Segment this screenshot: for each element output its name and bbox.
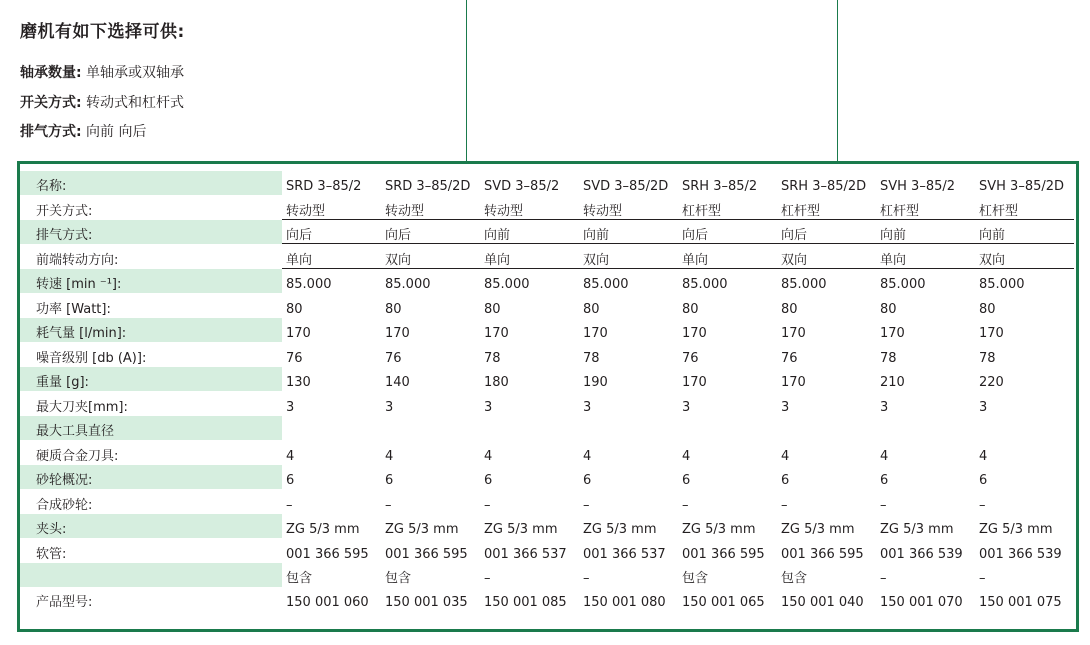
table-cell: 包含 [682, 570, 709, 586]
row-padding [1074, 269, 1079, 293]
table-cell: 杠杆型 [678, 195, 777, 219]
table-cell: 6 [880, 473, 889, 489]
table-cell: 6 [484, 473, 493, 489]
table-cell: 向后 [381, 220, 480, 244]
row-padding [1074, 587, 1079, 611]
table-cell: 向前 [876, 220, 975, 244]
table-cell: 3 [583, 399, 592, 415]
table-cell: 3 [385, 399, 394, 415]
table-row-rotation [20, 244, 1079, 268]
table-cell: 4 [682, 448, 691, 464]
table-row-weight [20, 367, 1079, 391]
table-cell: 转动型 [579, 195, 678, 219]
table-cell: 170 [682, 326, 707, 342]
table-cell [579, 416, 678, 440]
table-cell: 180 [484, 375, 509, 391]
option-label: 开关方式: [20, 95, 82, 111]
divider-line [837, 0, 838, 161]
table-cell: 001 366 537 [583, 546, 666, 562]
table-cell: 单向 [282, 244, 381, 268]
table-cell: 76 [286, 350, 303, 366]
table-cell: 001 366 595 [781, 546, 864, 562]
table-cell: 001 366 595 [385, 546, 468, 562]
table-cell [381, 416, 480, 440]
table-cell [678, 416, 777, 440]
row-label: 砂轮概况: [20, 465, 282, 489]
table-cell: 76 [385, 350, 402, 366]
table-cell: – [583, 497, 590, 513]
table-row-max-tool-diameter [20, 416, 1079, 440]
table-cell: 85.000 [385, 277, 431, 293]
table-cell: 6 [286, 473, 295, 489]
row-padding [1074, 171, 1079, 195]
table-cell: 150 001 040 [781, 595, 864, 611]
row-label: 最大工具直径 [20, 416, 282, 440]
table-cell: 80 [880, 301, 897, 317]
table-cell: ZG 5/3 mm [583, 522, 657, 538]
table-cell: SRH 3–85/2 [682, 179, 758, 195]
table-row-hose [20, 538, 1079, 562]
row-padding [1074, 489, 1079, 513]
table-cell: 001 366 539 [979, 546, 1062, 562]
table-cell: 80 [583, 301, 600, 317]
table-cell: 150 001 060 [286, 595, 369, 611]
row-padding [1074, 367, 1079, 391]
table-cell: 220 [979, 375, 1004, 391]
table-cell: 150 001 070 [880, 595, 963, 611]
table-cell: ZG 5/3 mm [880, 522, 954, 538]
table-cell: 3 [781, 399, 790, 415]
table-cell: 4 [880, 448, 889, 464]
row-padding [1074, 465, 1079, 489]
table-cell: 150 001 035 [385, 595, 468, 611]
spec-table-frame [17, 161, 1079, 632]
table-cell: SVD 3–85/2 [484, 179, 560, 195]
table-cell: – [880, 497, 887, 513]
table-cell: 4 [385, 448, 394, 464]
table-row-power [20, 293, 1079, 317]
table-cell: ZG 5/3 mm [385, 522, 459, 538]
table-cell: – [484, 497, 491, 513]
table-cell: 150 001 065 [682, 595, 765, 611]
table-cell: – [682, 497, 689, 513]
table-cell: 80 [781, 301, 798, 317]
row-padding [1074, 244, 1079, 268]
table-cell: 80 [979, 301, 996, 317]
table-cell: SRD 3–85/2D [385, 179, 471, 195]
row-padding [1074, 195, 1079, 219]
table-row-synthetic-wheels [20, 489, 1079, 513]
table-cell: – [583, 570, 590, 586]
divider-line [466, 0, 467, 161]
table-cell: 单向 [480, 244, 579, 268]
table-row-switch-type [20, 195, 1079, 219]
table-row-speed [20, 269, 1079, 293]
table-cell: 转动型 [381, 195, 480, 219]
table-cell [876, 416, 975, 440]
row-label: 转速 [min ⁻¹]: [20, 269, 282, 293]
table-cell: 转动型 [282, 195, 381, 219]
table-cell: 转动型 [480, 195, 579, 219]
table-cell: SVH 3–85/2 [880, 179, 956, 195]
table-cell: 001 366 539 [880, 546, 963, 562]
table-cell [480, 416, 579, 440]
table-row-hose-included [20, 563, 1079, 587]
table-cell: 4 [286, 448, 295, 464]
table-cell: 单向 [678, 244, 777, 268]
table-cell: 4 [484, 448, 493, 464]
row-label: 开关方式: [36, 203, 93, 219]
table-cell: 210 [880, 375, 905, 391]
row-padding [1074, 563, 1079, 587]
row-padding [1074, 416, 1079, 440]
row-label: 产品型号: [36, 595, 93, 611]
table-cell: 150 001 075 [979, 595, 1062, 611]
table-cell: 包含 [286, 570, 313, 586]
table-row-carbide-tools [20, 440, 1079, 464]
table-cell: 170 [286, 326, 311, 342]
table-cell: – [880, 570, 887, 586]
table-cell: 170 [385, 326, 410, 342]
table-row-collet [20, 514, 1079, 538]
table-cell: 85.000 [583, 277, 629, 293]
row-label: 夹头: [20, 514, 282, 538]
option-exhaust-type [20, 121, 147, 141]
table-cell: 150 001 080 [583, 595, 666, 611]
table-cell: 3 [682, 399, 691, 415]
table-cell [282, 416, 381, 440]
table-cell: 130 [286, 375, 311, 391]
table-cell: 3 [484, 399, 493, 415]
table-cell: 双向 [975, 244, 1074, 268]
row-padding [1074, 440, 1079, 464]
table-cell: 170 [484, 326, 509, 342]
option-bearing-count [20, 62, 184, 82]
table-cell: 6 [781, 473, 790, 489]
row-label: 名称: [20, 171, 282, 195]
table-cell: 向前 [480, 220, 579, 244]
table-cell: 6 [583, 473, 592, 489]
table-cell: – [286, 497, 293, 513]
table-cell: 78 [979, 350, 996, 366]
table-cell: 向前 [975, 220, 1074, 244]
table-cell: – [385, 497, 392, 513]
row-label: 软管: [36, 546, 67, 562]
table-cell: – [979, 497, 986, 513]
table-cell: 包含 [385, 570, 412, 586]
table-cell: 170 [781, 326, 806, 342]
table-cell: 140 [385, 375, 410, 391]
table-cell: 85.000 [880, 277, 926, 293]
table-cell: 170 [979, 326, 1004, 342]
table-cell: 向后 [777, 220, 876, 244]
table-cell: 6 [682, 473, 691, 489]
table-cell: ZG 5/3 mm [484, 522, 558, 538]
row-label: 耗气量 [l/min]: [20, 318, 282, 342]
table-cell: 双向 [381, 244, 480, 268]
table-cell: 76 [781, 350, 798, 366]
table-cell: – [781, 497, 788, 513]
table-cell: 向后 [282, 220, 381, 244]
table-row-noise [20, 342, 1079, 366]
table-cell: – [484, 570, 491, 586]
row-label: 重量 [g]: [20, 367, 282, 391]
table-cell: ZG 5/3 mm [682, 522, 756, 538]
table-cell: 76 [682, 350, 699, 366]
table-cell: 190 [583, 375, 608, 391]
row-label: 最大刀夹[mm]: [36, 399, 128, 415]
table-cell: 170 [781, 375, 806, 391]
row-label: 前端转动方向: [36, 252, 119, 268]
table-cell: 杠杆型 [777, 195, 876, 219]
table-cell: 6 [385, 473, 394, 489]
table-cell: 80 [286, 301, 303, 317]
row-label: 功率 [Watt]: [36, 301, 111, 317]
table-cell: 单向 [876, 244, 975, 268]
option-label: 排气方式: [20, 124, 82, 140]
table-cell: 78 [484, 350, 501, 366]
row-padding [1074, 391, 1079, 415]
table-cell: 85.000 [484, 277, 530, 293]
spec-table-body [20, 171, 1079, 611]
table-cell: SVH 3–85/2D [979, 179, 1065, 195]
row-padding [1074, 293, 1079, 317]
table-cell: 3 [979, 399, 988, 415]
table-cell: 85.000 [979, 277, 1025, 293]
table-cell: 001 366 595 [682, 546, 765, 562]
table-cell: SVD 3–85/2D [583, 179, 669, 195]
table-cell: SRH 3–85/2D [781, 179, 867, 195]
table-cell: 001 366 595 [286, 546, 369, 562]
row-padding [1074, 342, 1079, 366]
table-cell: ZG 5/3 mm [781, 522, 855, 538]
table-cell: 4 [583, 448, 592, 464]
table-cell: 001 366 537 [484, 546, 567, 562]
table-row-name [20, 171, 1079, 195]
table-cell: – [979, 570, 986, 586]
row-padding [1074, 318, 1079, 342]
row-padding [1074, 514, 1079, 538]
table-cell: 3 [880, 399, 889, 415]
table-cell: 170 [880, 326, 905, 342]
table-cell: 4 [781, 448, 790, 464]
page-heading: 磨机有如下选择可供: [20, 22, 185, 42]
table-row-air-consumption [20, 318, 1079, 342]
table-cell: 杠杆型 [975, 195, 1074, 219]
table-cell: 170 [682, 375, 707, 391]
table-cell: 杠杆型 [876, 195, 975, 219]
table-cell: 3 [286, 399, 295, 415]
table-cell: 包含 [781, 570, 808, 586]
option-value: 向前 向后 [81, 124, 147, 140]
table-row-max-collet [20, 391, 1079, 415]
table-cell: 双向 [579, 244, 678, 268]
row-label: 排气方式: [20, 220, 282, 244]
table-cell: 80 [385, 301, 402, 317]
row-label: 噪音级别 [db (A)]: [36, 350, 147, 366]
table-cell: SRD 3–85/2 [286, 179, 362, 195]
table-cell: 85.000 [682, 277, 728, 293]
table-cell: 85.000 [286, 277, 332, 293]
table-cell: 78 [583, 350, 600, 366]
table-cell: 150 001 085 [484, 595, 567, 611]
table-cell [975, 416, 1074, 440]
row-label: 合成砂轮: [36, 497, 93, 513]
table-cell: ZG 5/3 mm [286, 522, 360, 538]
row-padding [1074, 220, 1079, 244]
row-label [20, 563, 282, 587]
option-label: 轴承数量: [20, 65, 82, 81]
table-cell: 170 [583, 326, 608, 342]
table-cell: ZG 5/3 mm [979, 522, 1053, 538]
table-cell: 80 [484, 301, 501, 317]
table-cell: 80 [682, 301, 699, 317]
table-cell [777, 416, 876, 440]
table-cell: 4 [979, 448, 988, 464]
option-switch-type [20, 92, 184, 112]
table-cell: 78 [880, 350, 897, 366]
table-row-exhaust [20, 220, 1079, 244]
table-cell: 6 [979, 473, 988, 489]
table-cell: 向前 [579, 220, 678, 244]
table-cell: 向后 [678, 220, 777, 244]
table-row-grinding-wheels [20, 465, 1079, 489]
table-row-product-number [20, 587, 1079, 611]
spec-table [20, 171, 1079, 611]
option-value: 转动式和杠杆式 [81, 95, 185, 111]
row-label: 硬质合金刀具: [36, 448, 119, 464]
table-cell: 85.000 [781, 277, 827, 293]
row-padding [1074, 538, 1079, 562]
option-value: 单轴承或双轴承 [81, 65, 185, 81]
table-cell: 双向 [777, 244, 876, 268]
